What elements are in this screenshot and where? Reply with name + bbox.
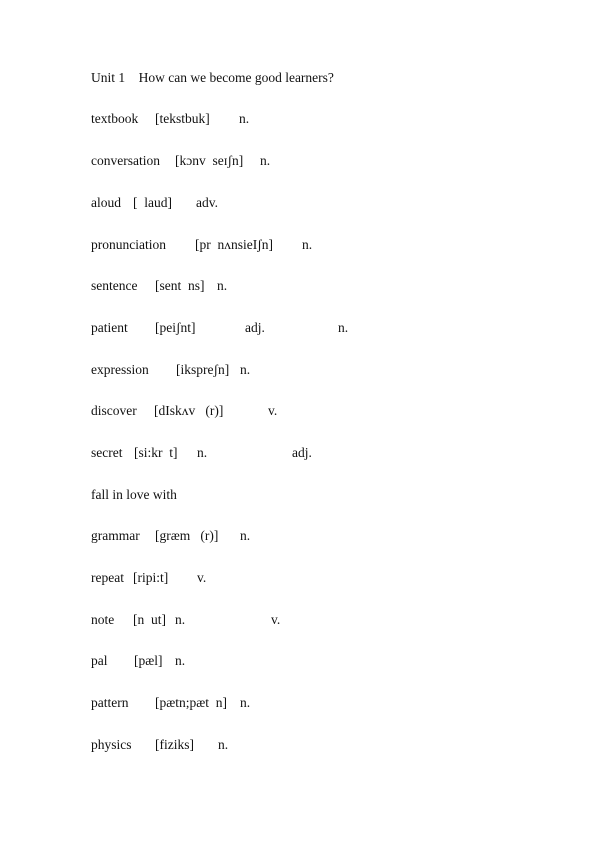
entry-phonetic: [dIskʌv (r)] [154, 403, 224, 418]
entry-phonetic: [ripi:t] [133, 570, 169, 585]
entry-word: grammar [91, 528, 140, 543]
entry-word: sentence [91, 278, 138, 293]
page-title: Unit 1 How can we become good learners? [91, 70, 334, 85]
entry-pos: n. [240, 528, 251, 543]
entry-phonetic: [kɔnv seɪʃn] [175, 153, 244, 168]
entry-word: patient [91, 320, 128, 335]
vocab-entry [91, 737, 229, 817]
entry-phonetic: [ laud] [133, 195, 172, 210]
entry-pos: n. [197, 445, 208, 460]
entry-word: pattern [91, 695, 129, 710]
entry-word: physics [91, 737, 132, 752]
entry-word: note [91, 612, 115, 627]
entry-pos: n. [239, 111, 250, 126]
entry-phonetic: [ikspreʃn] [176, 362, 230, 377]
entry-word: conversation [91, 153, 160, 168]
entry-phonetic: [pæl] [134, 653, 163, 668]
entry-pos: n. [302, 237, 313, 252]
entry-pos: v. [197, 570, 207, 585]
entry-word: discover [91, 403, 137, 418]
entry-word: aloud [91, 195, 121, 210]
entry-pos: adv. [196, 195, 218, 210]
entry-phonetic: [sent ns] [155, 278, 205, 293]
entry-word: secret [91, 445, 123, 460]
entry-phonetic: [græm (r)] [155, 528, 219, 543]
entry-word: fall in love with [91, 487, 177, 502]
entry-phonetic: [peiʃnt] [155, 320, 196, 335]
entry-pos: n. [175, 653, 186, 668]
entry-pos: n. [218, 737, 229, 752]
entry-extra-pos: n. [338, 320, 349, 335]
entry-phonetic: [n ut] [133, 612, 166, 627]
entry-pos: n. [175, 612, 186, 627]
entry-phonetic: [si:kr t] [134, 445, 178, 460]
entry-extra-pos: v. [271, 612, 281, 627]
entry-extra-pos: adj. [292, 445, 312, 460]
entry-word: repeat [91, 570, 124, 585]
entry-word: pal [91, 653, 108, 668]
entry-word: expression [91, 362, 149, 377]
entry-word: textbook [91, 111, 139, 126]
entry-pos: n. [260, 153, 271, 168]
entry-phonetic: [tekstbuk] [155, 111, 210, 126]
entry-phonetic: [fiziks] [155, 737, 194, 752]
entry-phonetic: [pr nʌnsieIʃn] [195, 237, 273, 252]
entry-word: pronunciation [91, 237, 166, 252]
entry-pos: adj. [245, 320, 265, 335]
entry-pos: n. [217, 278, 228, 293]
entry-pos: v. [268, 403, 278, 418]
entry-phonetic: [pætn;pæt n] [155, 695, 228, 710]
entry-pos: n. [240, 695, 251, 710]
entry-pos: n. [240, 362, 251, 377]
